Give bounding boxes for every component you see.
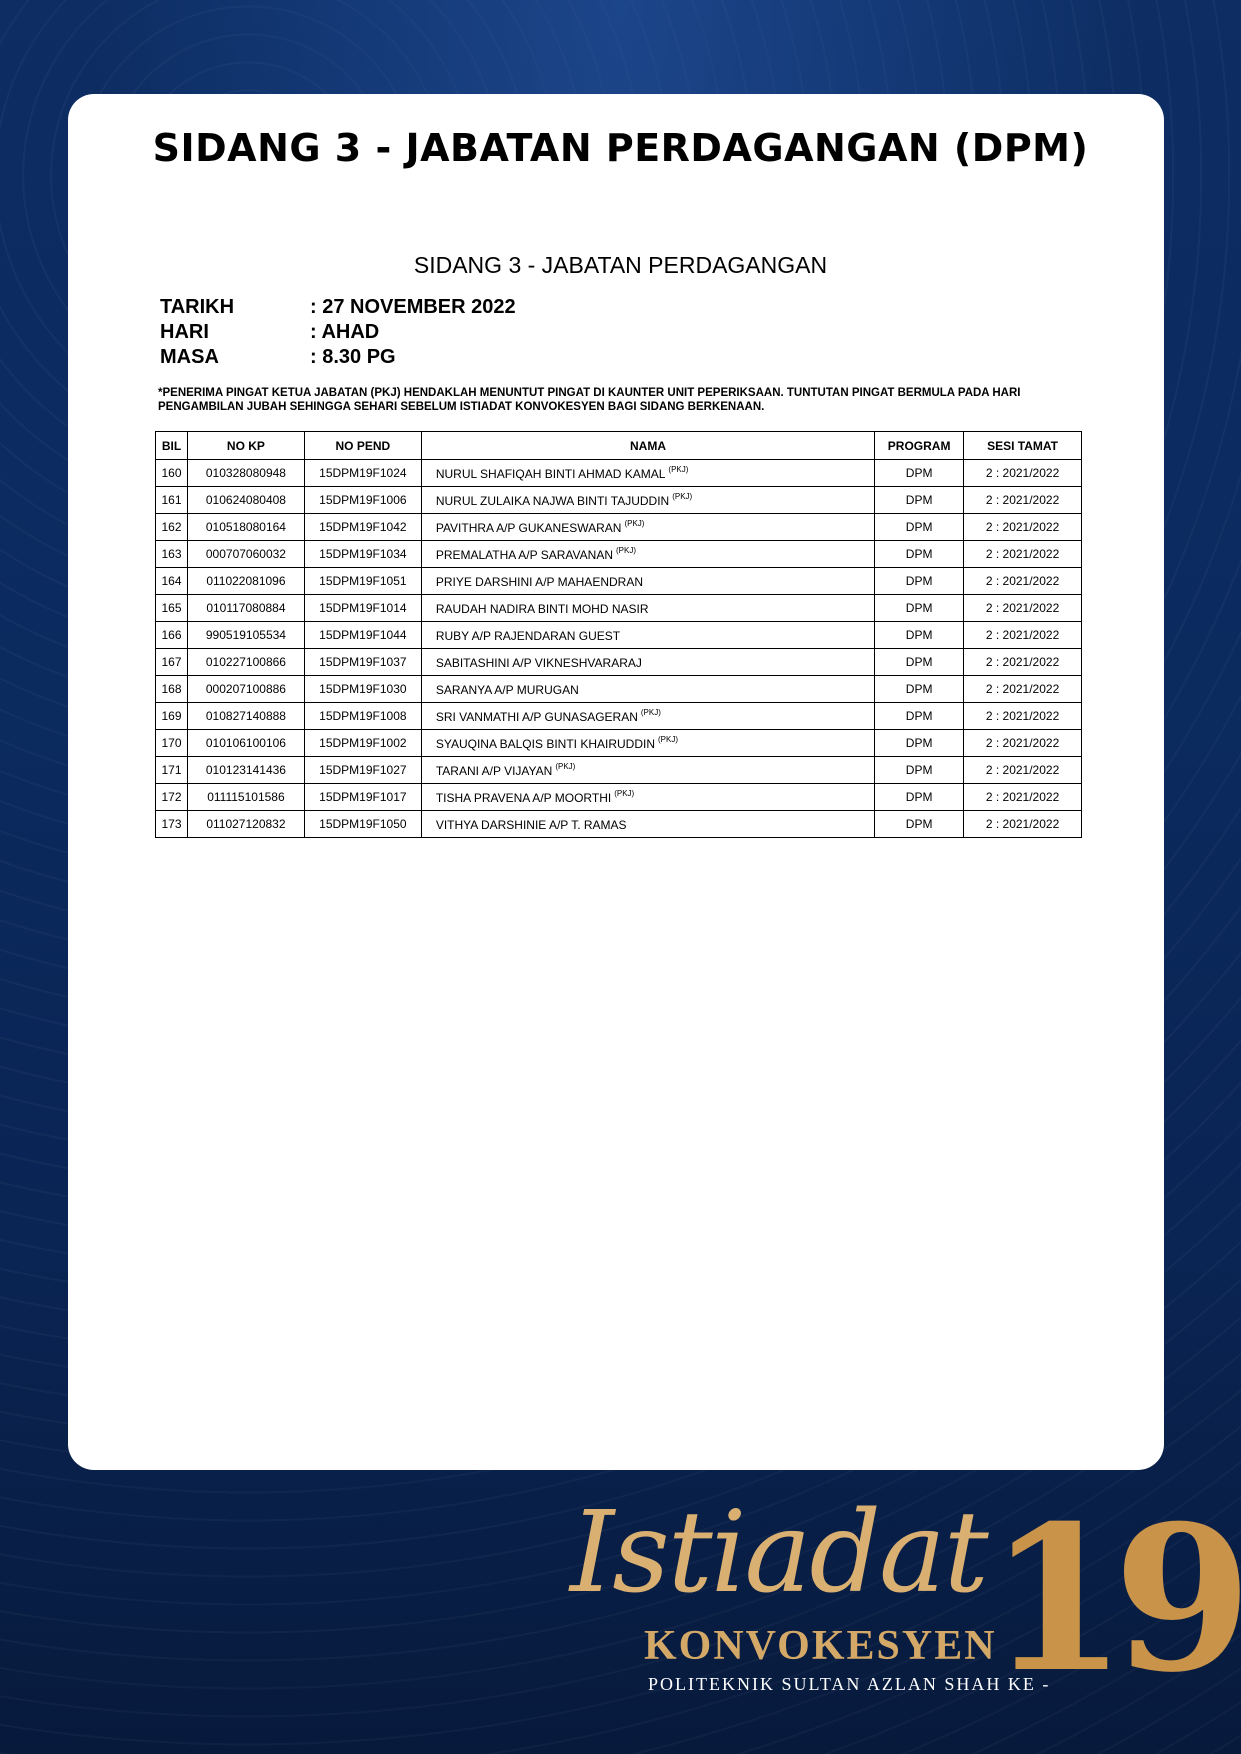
cell-bil: 163 xyxy=(156,541,188,568)
cell-program: DPM xyxy=(875,460,964,487)
pkj-note: *PENERIMA PINGAT KETUA JABATAN (PKJ) HENDAKLAH MENUNTUT PINGAT DI KAUNTER UNIT PEPERIKSAAN. TUNTUTAN PINGAT BERMULA PADA HARI PENGAMBILAN JUBAH SEHINGGA SEHARI SEBELUM ISTIADAT KONVOKESYEN BAGI SIDANG BERKENAAN. xyxy=(158,387,1021,413)
nama-text: RAUDAH NADIRA BINTI MOHD NASIR xyxy=(435,602,649,616)
pkj-marker: (PKJ) xyxy=(614,789,635,798)
header-bil: BIL xyxy=(156,432,188,460)
cell-sesi-tamat: 2 : 2021/2022 xyxy=(964,703,1082,730)
cell-no-kp: 011115101586 xyxy=(187,784,304,811)
header-sesi-tamat: SESI TAMAT xyxy=(964,432,1082,460)
cell-program: DPM xyxy=(875,730,964,757)
cell-program: DPM xyxy=(875,676,964,703)
cell-nama xyxy=(421,595,874,622)
cell-no-pend: 15DPM19F1014 xyxy=(304,595,421,622)
cell-no-pend: 15DPM19F1006 xyxy=(304,487,421,514)
nama-text: PAVITHRA A/P GUKANESWARAN xyxy=(435,521,622,535)
cell-sesi-tamat: 2 : 2021/2022 xyxy=(964,676,1082,703)
table-row xyxy=(156,460,1082,487)
header-program: PROGRAM xyxy=(875,432,964,460)
cell-sesi-tamat: 2 : 2021/2022 xyxy=(964,514,1082,541)
pkj-marker: (PKJ) xyxy=(616,546,636,555)
header-no-kp: NO KP xyxy=(187,432,304,460)
cell-sesi-tamat: 2 : 2021/2022 xyxy=(964,649,1082,676)
table-row xyxy=(156,595,1082,622)
hari-value: : AHAD xyxy=(310,321,380,343)
cell-bil: 165 xyxy=(156,595,188,622)
cell-program: DPM xyxy=(875,541,964,568)
cell-bil: 162 xyxy=(156,514,188,541)
cell-program: DPM xyxy=(875,595,964,622)
nama-text: TISHA PRAVENA A/P MOORTHI xyxy=(435,791,612,805)
cell-bil: 164 xyxy=(156,568,188,595)
cell-bil: 170 xyxy=(156,730,188,757)
cell-no-kp: 010518080164 xyxy=(187,514,304,541)
nama-text: PREMALATHA A/P SARAVANAN xyxy=(435,548,613,562)
cell-sesi-tamat: 2 : 2021/2022 xyxy=(964,757,1082,784)
table-row xyxy=(156,622,1082,649)
table-row xyxy=(156,811,1082,838)
cell-sesi-tamat: 2 : 2021/2022 xyxy=(964,541,1082,568)
istiadat-konvokesyen-logo xyxy=(570,1482,1239,1728)
nama-text: NURUL ZULAIKA NAJWA BINTI TAJUDDIN xyxy=(435,494,670,508)
cell-no-pend: 15DPM19F1024 xyxy=(304,460,421,487)
meta-hari xyxy=(160,321,379,344)
cell-no-pend: 15DPM19F1042 xyxy=(304,514,421,541)
table-header-row xyxy=(156,432,1082,460)
cell-no-pend: 15DPM19F1008 xyxy=(304,703,421,730)
table-row xyxy=(156,730,1082,757)
cell-nama xyxy=(421,460,874,487)
cell-program: DPM xyxy=(875,811,964,838)
nama-text: RUBY A/P RAJENDARAN GUEST xyxy=(435,629,621,643)
cell-no-pend: 15DPM19F1051 xyxy=(304,568,421,595)
cell-nama xyxy=(421,757,874,784)
cell-sesi-tamat: 2 : 2021/2022 xyxy=(964,595,1082,622)
table-row xyxy=(156,487,1082,514)
cell-no-pend: 15DPM19F1030 xyxy=(304,676,421,703)
table-row xyxy=(156,514,1082,541)
cell-bil: 169 xyxy=(156,703,188,730)
header-no-pend: NO PEND xyxy=(304,432,421,460)
cell-sesi-tamat: 2 : 2021/2022 xyxy=(964,568,1082,595)
nama-text: SABITASHINI A/P VIKNESHVARARAJ xyxy=(435,656,642,670)
cell-program: DPM xyxy=(875,703,964,730)
cell-no-kp: 011022081096 xyxy=(187,568,304,595)
nama-text: TARANI A/P VIJAYAN xyxy=(435,764,553,778)
session-subtitle: SIDANG 3 - JABATAN PERDAGANGAN xyxy=(413,252,828,278)
cell-bil: 161 xyxy=(156,487,188,514)
cell-program: DPM xyxy=(875,487,964,514)
table-row xyxy=(156,541,1082,568)
cell-program: DPM xyxy=(875,622,964,649)
cell-program: DPM xyxy=(875,649,964,676)
cell-bil: 160 xyxy=(156,460,188,487)
logo-number: 19 xyxy=(988,1482,1239,1717)
meta-masa xyxy=(160,346,396,369)
graduate-table xyxy=(155,431,1082,838)
logo-politeknik: POLITEKNIK SULTAN AZLAN SHAH KE - xyxy=(648,1674,1051,1694)
cell-program: DPM xyxy=(875,568,964,595)
pkj-marker: (PKJ) xyxy=(640,708,661,717)
table-row xyxy=(156,568,1082,595)
cell-no-pend: 15DPM19F1034 xyxy=(304,541,421,568)
pkj-marker: (PKJ) xyxy=(624,519,645,528)
tarikh-label: TARIKH xyxy=(160,296,235,318)
cell-no-kp: 010106100106 xyxy=(187,730,304,757)
logo-konvokesyen: KONVOKESYEN xyxy=(644,1623,997,1669)
cell-bil: 166 xyxy=(156,622,188,649)
cell-no-pend: 15DPM19F1044 xyxy=(304,622,421,649)
cell-no-pend: 15DPM19F1002 xyxy=(304,730,421,757)
pkj-marker: (PKJ) xyxy=(658,735,678,744)
pkj-marker: (PKJ) xyxy=(668,465,689,474)
cell-no-kp: 010227100866 xyxy=(187,649,304,676)
meta-tarikh xyxy=(160,296,516,319)
header-nama: NAMA xyxy=(421,432,874,460)
cell-nama xyxy=(421,676,874,703)
cell-sesi-tamat: 2 : 2021/2022 xyxy=(964,811,1082,838)
cell-program: DPM xyxy=(875,514,964,541)
cell-sesi-tamat: 2 : 2021/2022 xyxy=(964,487,1082,514)
cell-nama xyxy=(421,487,874,514)
cell-bil: 171 xyxy=(156,757,188,784)
nama-text: SRI VANMATHI A/P GUNASAGERAN xyxy=(435,710,638,724)
cell-nama xyxy=(421,514,874,541)
logo-script-text: Istiadat xyxy=(570,1488,987,1618)
nama-text: SARANYA A/P MURUGAN xyxy=(435,683,579,697)
table-row xyxy=(156,676,1082,703)
cell-sesi-tamat: 2 : 2021/2022 xyxy=(964,730,1082,757)
cell-nama xyxy=(421,811,874,838)
cell-no-kp: 010123141436 xyxy=(187,757,304,784)
cell-bil: 168 xyxy=(156,676,188,703)
pkj-marker: (PKJ) xyxy=(672,492,693,501)
tarikh-value: : 27 NOVEMBER 2022 xyxy=(310,296,516,318)
cell-nama xyxy=(421,649,874,676)
masa-label: MASA xyxy=(160,346,219,368)
cell-no-kp: 010624080408 xyxy=(187,487,304,514)
hari-label: HARI xyxy=(160,321,209,343)
cell-no-kp: 010117080884 xyxy=(187,595,304,622)
cell-no-pend: 15DPM19F1017 xyxy=(304,784,421,811)
nama-text: VITHYA DARSHINIE A/P T. RAMAS xyxy=(435,818,627,832)
table-row xyxy=(156,703,1082,730)
table-row xyxy=(156,757,1082,784)
cell-no-kp: 010827140888 xyxy=(187,703,304,730)
cell-no-kp: 000707060032 xyxy=(187,541,304,568)
cell-nama xyxy=(421,541,874,568)
page-title: SIDANG 3 - JABATAN PERDAGANGAN (DPM) xyxy=(152,126,1089,170)
table-row xyxy=(156,649,1082,676)
cell-nama xyxy=(421,568,874,595)
cell-no-pend: 15DPM19F1027 xyxy=(304,757,421,784)
cell-nama xyxy=(421,784,874,811)
nama-text: SYAUQINA BALQIS BINTI KHAIRUDDIN xyxy=(435,737,655,751)
cell-no-pend: 15DPM19F1050 xyxy=(304,811,421,838)
cell-program: DPM xyxy=(875,784,964,811)
cell-sesi-tamat: 2 : 2021/2022 xyxy=(964,784,1082,811)
cell-nama xyxy=(421,730,874,757)
cell-program: DPM xyxy=(875,757,964,784)
cell-no-kp: 000207100886 xyxy=(187,676,304,703)
cell-nama xyxy=(421,703,874,730)
cell-sesi-tamat: 2 : 2021/2022 xyxy=(964,622,1082,649)
cell-bil: 172 xyxy=(156,784,188,811)
nama-text: NURUL SHAFIQAH BINTI AHMAD KAMAL xyxy=(435,467,666,481)
cell-no-kp: 010328080948 xyxy=(187,460,304,487)
cell-no-kp: 990519105534 xyxy=(187,622,304,649)
cell-bil: 167 xyxy=(156,649,188,676)
cell-no-pend: 15DPM19F1037 xyxy=(304,649,421,676)
cell-nama xyxy=(421,622,874,649)
cell-sesi-tamat: 2 : 2021/2022 xyxy=(964,460,1082,487)
masa-value: : 8.30 PG xyxy=(310,346,396,368)
cell-bil: 173 xyxy=(156,811,188,838)
nama-text: PRIYE DARSHINI A/P MAHAENDRAN xyxy=(435,575,643,589)
table-row xyxy=(156,784,1082,811)
cell-no-kp: 011027120832 xyxy=(187,811,304,838)
pkj-marker: (PKJ) xyxy=(555,762,576,771)
